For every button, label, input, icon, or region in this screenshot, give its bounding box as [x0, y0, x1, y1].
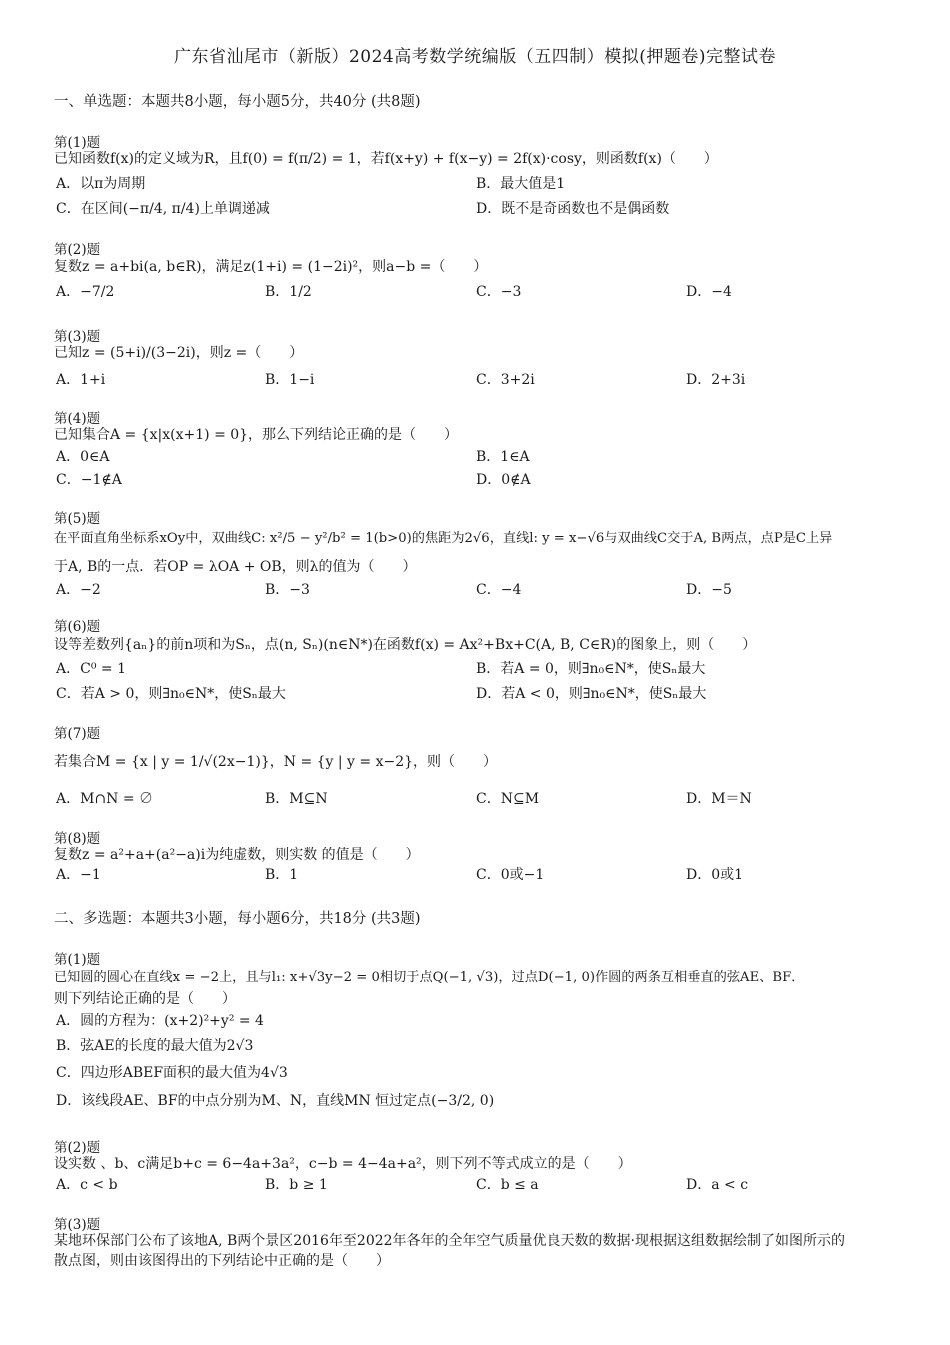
option-d: D．2+3i [686, 372, 746, 388]
question-number: 第(1)题 [54, 952, 101, 968]
option-d: D．−5 [686, 582, 732, 598]
option-d: D．该线段AE、BF的中点分别为M、N，直线MN 恒过定点(−3/2, 0) [56, 1093, 495, 1109]
option-b: B．M⊆N [265, 791, 328, 807]
option-b: B．若A = 0，则∃n₀∈N*，使Sₙ最大 [476, 661, 706, 677]
option-b: B．−3 [265, 582, 310, 598]
question-stem: 已知集合A = {x|x(x+1) = 0}，那么下列结论正确的是（ ） [54, 427, 459, 443]
option-c: C．3+2i [476, 372, 535, 388]
option-a: A．圆的方程为：(x+2)²+y² = 4 [56, 1013, 264, 1029]
question-number: 第(5)题 [54, 511, 101, 527]
option-d: D．既不是奇函数也不是偶函数 [476, 201, 670, 217]
option-a: A．以π为周期 [56, 176, 146, 192]
question-number: 第(2)题 [54, 1140, 101, 1156]
option-d: D．若A < 0，则∃n₀∈N*，使Sₙ最大 [476, 686, 707, 702]
option-b: B．弦AE的长度的最大值为2√3 [56, 1038, 254, 1054]
section-heading-multiple-choice: 二、多选题：本题共3小题，每小题6分，共18分 (共3题) [54, 911, 421, 927]
question-number: 第(2)题 [54, 242, 101, 258]
option-c: C．四边形ABEF面积的最大值为4√3 [56, 1065, 288, 1081]
question-stem: 复数z = a²+a+(a²−a)i为纯虚数，则实数 的值是（ ） [54, 847, 420, 863]
option-a: A．c < b [56, 1177, 118, 1193]
option-d: D．a < c [686, 1177, 749, 1193]
option-a: A．−7/2 [56, 284, 115, 300]
option-c: C．N⊆M [476, 791, 540, 807]
option-a: A．−2 [56, 582, 101, 598]
option-c: C．若A > 0，则∃n₀∈N*，使Sₙ最大 [56, 686, 286, 702]
question-stem-continued: 则下列结论正确的是（ ） [54, 991, 236, 1007]
option-d: D．0∉A [476, 472, 531, 488]
option-a: A．C⁰ = 1 [56, 661, 126, 677]
question-stem: 已知圆的圆心在直线x = −2上，且与l₁: x+√3y−2 = 0相切于点Q(−1, √3)，过点D(−1, 0)作圆的两条互相垂直的弦AE、BF． [54, 970, 805, 985]
option-a: A．M∩N = ∅ [56, 791, 154, 807]
question-number: 第(3)题 [54, 1217, 101, 1233]
option-c: C．−1∉A [56, 472, 122, 488]
question-stem: 设实数 、b、c满足b+c = 6−4a+3a²，c−b = 4−4a+a²，则下列不等式成立的是（ ） [54, 1156, 632, 1172]
question-number: 第(8)题 [54, 831, 101, 847]
question-number: 第(4)题 [54, 411, 101, 427]
option-a: A．0∈A [56, 449, 110, 465]
section-heading-single-choice: 一、单选题：本题共8小题，每小题5分，共40分 (共8题) [54, 94, 421, 110]
question-number: 第(1)题 [54, 135, 101, 151]
option-b: B．1 [265, 867, 299, 883]
question-stem-continued: 散点图，则由该图得出的下列结论中正确的是（ ） [54, 1253, 390, 1269]
option-b: B．1∈A [476, 449, 530, 465]
option-b: B．b ≥ 1 [265, 1177, 328, 1193]
question-number: 第(3)题 [54, 329, 101, 345]
question-stem-continued: 于A, B的一点．若OP = λOA + OB，则λ的值为（ ） [54, 559, 417, 575]
option-b: B．1−i [265, 372, 315, 388]
option-c: C．0或−1 [476, 867, 545, 883]
option-c: C．−3 [476, 284, 522, 300]
option-d: D．0或1 [686, 867, 744, 883]
option-d: D．−4 [686, 284, 732, 300]
option-b: B．1/2 [265, 284, 312, 300]
question-number: 第(7)题 [54, 726, 101, 742]
question-stem: 已知函数f(x)的定义域为R，且f(0) = f(π/2) = 1，若f(x+y) + f(x−y) = 2f(x)·cosy，则函数f(x)（ ） [54, 151, 718, 167]
option-a: A．1+i [56, 372, 106, 388]
question-stem: 设等差数列{aₙ}的前n项和为Sₙ，点(n, Sₙ)(n∈N*)在函数f(x) = Ax²+Bx+C(A, B, C∈R)的图象上，则（ ） [54, 637, 757, 653]
question-stem: 在平面直角坐标系xOy中，双曲线C: x²/5 − y²/b² = 1(b>0)的焦距为2√6，直线l: y = x−√6与双曲线C交于A, B两点，点P是C上异 [54, 531, 833, 546]
option-b: B．最大值是1 [476, 176, 566, 192]
question-stem: 已知z = (5+i)/(3−2i)，则z =（ ） [54, 345, 304, 361]
question-number: 第(6)题 [54, 619, 101, 635]
option-c: C．在区间(−π/4, π/4)上单调递减 [56, 201, 270, 217]
option-a: A．−1 [56, 867, 101, 883]
page-title: 广东省汕尾市（新版）2024高考数学统编版（五四制）模拟(押题卷)完整试卷 [173, 47, 777, 67]
question-stem: 若集合M = {x | y = 1/√(2x−1)}，N = {y | y = x−2}，则（ ） [54, 754, 498, 770]
question-stem: 某地环保部门公布了该地A, B两个景区2016年至2022年各年的全年空气质量优良天数的数据·现根据这组数据绘制了如图所示的 [54, 1233, 846, 1249]
option-d: D．M＝N [686, 791, 752, 807]
option-c: C．−4 [476, 582, 522, 598]
option-c: C．b ≤ a [476, 1177, 539, 1193]
question-stem: 复数z = a+bi(a, b∈R)，满足z(1+i) = (1−2i)²，则a−b =（ ） [54, 259, 488, 275]
